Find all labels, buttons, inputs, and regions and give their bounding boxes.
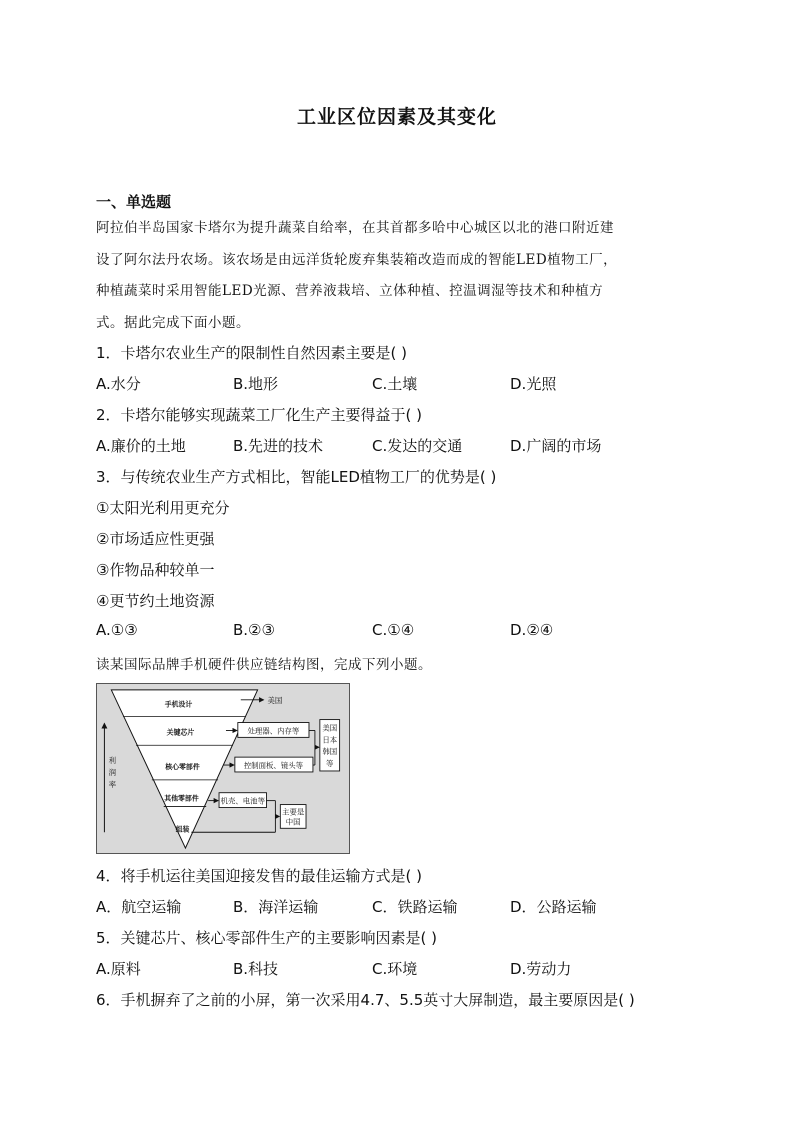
option-b: B.②③ [233,621,275,639]
layer-label: 手机设计 [164,700,193,709]
question-6-stem: 6．手机摒弃了之前的小屏，第一次采用4.7、5.5英寸大屏制造，最主要原因是( ) [96,991,635,1009]
country-label: 日本 [322,735,338,745]
option-c: C.①④ [372,621,415,639]
layer-label: 组装 [175,825,190,834]
question-3-options [96,621,706,643]
intro-line: 种植蔬菜时采用智能LED光源、营养液栽培、立体种植、控温调湿等技术和种植方 [96,283,604,299]
option-d: D.广阔的市场 [510,437,602,455]
question-1-options [96,373,706,395]
question-3-item: ③作物品种较单一 [96,561,215,579]
option-a: A.①③ [96,621,138,639]
question-5-options [96,958,706,980]
country-label: 韩国 [322,747,338,757]
country-label: 美国 [322,723,338,733]
layer-label: 其他零部件 [164,794,199,803]
question-3-stem: 3．与传统农业生产方式相比，智能LED植物工厂的优势是( ) [96,468,497,486]
question-2-stem: 2．卡塔尔能够实现蔬菜工厂化生产主要得益于( ) [96,406,423,424]
usa-label: 美国 [267,695,283,705]
option-d: D.光照 [510,375,557,393]
option-c: C.环境 [372,960,418,978]
axis-label: 率 [108,779,117,789]
option-d: D.劳动力 [510,960,572,978]
intro-line: 式。据此完成下面小题。 [96,315,250,331]
question-1-stem: 1．卡塔尔农业生产的限制性自然因素主要是( ) [96,344,408,362]
box-label: 机壳、电池等 [220,796,265,806]
box-label: 控制面板、镜头等 [243,761,304,771]
axis-label: 润 [108,767,117,777]
option-a: A.廉价的土地 [96,437,186,455]
china-label: 中国 [285,817,301,827]
option-c: C．铁路运输 [372,898,458,916]
option-c: C.土壤 [372,375,418,393]
intro-line: 设了阿尔法丹农场。该农场是由远洋货轮废弃集装箱改造而成的智能LED植物工厂， [96,252,618,268]
layer-label: 核心零部件 [165,762,200,771]
option-b: B.科技 [233,960,279,978]
option-d: D.②④ [510,621,554,639]
layer-label: 关键芯片 [166,728,195,737]
page-title: 工业区位因素及其变化 [296,106,497,128]
figure-intro: 读某国际品牌手机硬件供应链结构图，完成下列小题。 [96,657,432,673]
country-label: 等 [326,759,334,769]
china-label: 主要是 [282,807,305,817]
option-a: A．航空运输 [96,898,182,916]
question-5-stem: 5．关键芯片、核心零部件生产的主要影响因素是( ) [96,929,438,947]
question-3-item: ①太阳光利用更充分 [96,499,230,517]
intro-line: 阿拉伯半岛国家卡塔尔为提升蔬菜自给率，在其首都多哈中心城区以北的港口附近建 [96,220,614,236]
question-4-stem: 4．将手机运往美国迎接发售的最佳运输方式是( ) [96,867,423,885]
option-b: B.地形 [233,375,279,393]
option-c: C.发达的交通 [372,437,463,455]
axis-label: 利 [108,756,117,766]
box-label: 处理器、内存等 [247,726,300,736]
question-3-item: ④更节约土地资源 [96,592,215,610]
supply-chain-figure [96,683,350,854]
option-a: A.原料 [96,960,141,978]
option-d: D．公路运输 [510,898,597,916]
question-4-options [96,896,706,918]
option-b: B.先进的技术 [233,437,324,455]
question-3-item: ②市场适应性更强 [96,530,215,548]
section-heading: 一、单选题 [96,193,172,211]
question-2-options [96,435,706,457]
option-b: B．海洋运输 [233,898,319,916]
option-a: A.水分 [96,375,141,393]
